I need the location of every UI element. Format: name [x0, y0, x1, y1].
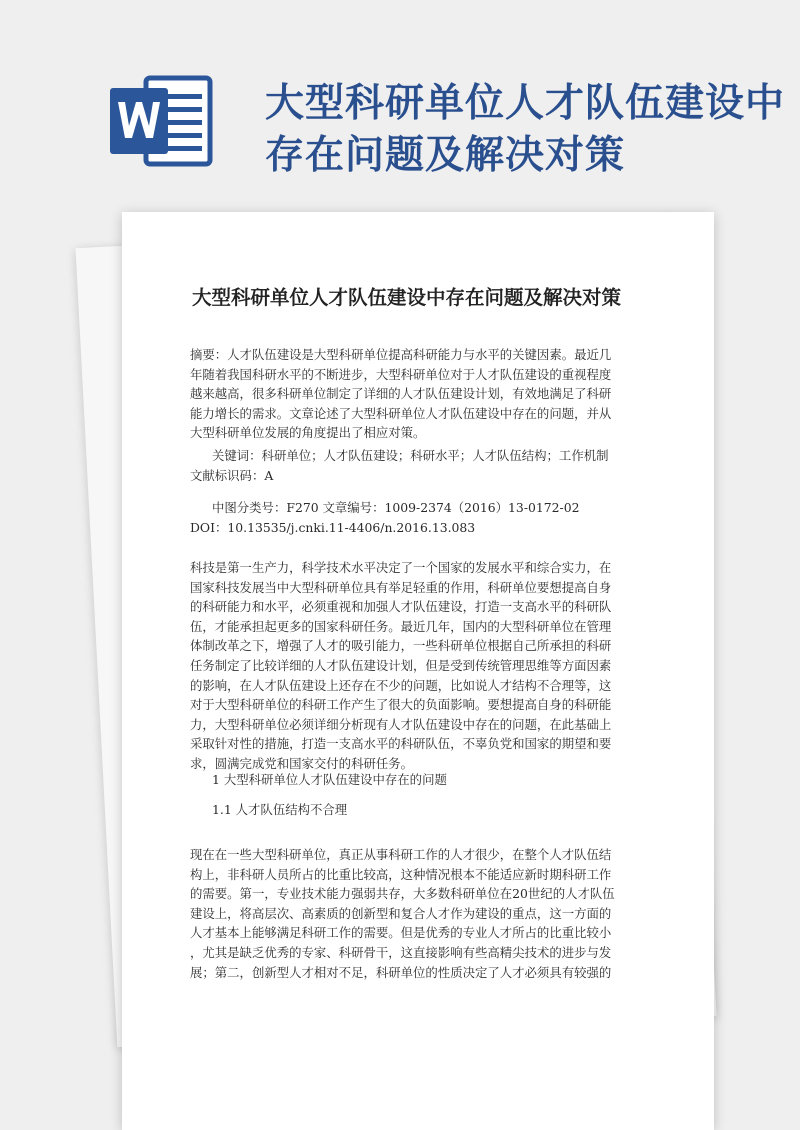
paragraph-line: 求，圆满完成党和国家交付的科研任务。	[190, 755, 414, 771]
paragraph-line: 伍，才能承担起更多的国家科研任务。最近几年，国内的大型科研单位在管理	[190, 618, 612, 634]
heading-text: 1 大型科研单位人才队伍建设中存在的问题	[212, 772, 447, 787]
paragraph-line: 的需要。第一，专业技术能力强弱共存，大多数科研单位在20世纪的人才队伍	[190, 886, 615, 902]
page-title-line-1: 大型科研单位人才队伍建设中	[265, 81, 786, 126]
document-id-code: 文献标识码：A	[190, 467, 274, 483]
header-banner	[0, 0, 800, 210]
introduction-paragraph	[190, 558, 630, 774]
paragraph-line: 采取针对性的措施，打造一支高水平的科研队伍，不辜负党和国家的期望和要	[190, 736, 612, 752]
heading-text: 1.1 人才队伍结构不合理	[212, 802, 348, 817]
paragraph-line: 建设上，将高层次、高素质的创新型和复合人才作为建设的重点，这一方面的	[190, 905, 612, 921]
document-page	[122, 212, 714, 1130]
paragraph-line: 构上，非科研人员所占的比重比较高，这种情况根本不能适应新时期科研工作	[190, 866, 612, 882]
body-paragraph	[190, 845, 630, 982]
abstract-line: 能力增长的需求。文章论述了大型科研单位人才队伍建设中存在的问题，并从	[190, 405, 612, 421]
paragraph-line: 的影响，在人才队伍建设上还存在不少的问题，比如说人才结构不合理等，这	[190, 677, 612, 693]
classification-block	[190, 498, 630, 537]
doi: DOI：10.13535/j.cnki.11-4406/n.2016.13.083	[190, 519, 476, 535]
document-title: 大型科研单位人才队伍建设中存在问题及解决对策	[192, 286, 622, 309]
paragraph-line: 的科研能力和水平，必须重视和加强人才队伍建设，打造一支高水平的科研队	[190, 599, 612, 615]
paragraph-line: 科技是第一生产力，科学技术水平决定了一个国家的发展水平和综合实力，在	[190, 560, 612, 575]
page-title-line-2: 存在问题及解决对策	[265, 133, 626, 178]
paragraph-line: 展；第二，创新型人才相对不足，科研单位的性质决定了人才必须具有较强的	[190, 964, 612, 980]
paragraph-line: 人才基本上能够满足科研工作的需要。但是优秀的专业人才所占的比重比较小	[190, 925, 612, 941]
paragraph-line: 任务制定了比较详细的人才队伍建设计划，但是受到传统管理思维等方面因素	[190, 657, 612, 673]
paragraph-line: 对于大型科研单位的科研工作产生了很大的负面影响。要想提高自身的科研能	[190, 697, 612, 713]
paragraph-line: 现在在一些大型科研单位，真正从事科研工作的人才很少，在整个人才队伍结	[190, 847, 612, 862]
abstract-line: 摘要：人才队伍建设是大型科研单位提高科研能力与水平的关键因素。最近几	[190, 347, 612, 362]
abstract-line: 越来越高，很多科研单位制定了详细的人才队伍建设计划，有效地满足了科研	[190, 386, 612, 402]
paragraph-line: ，尤其是缺乏优秀的专家、科研骨干，这直接影响有些高精尖技术的进步与发	[190, 944, 612, 960]
keywords: 关键词：科研单位；人才队伍建设；科研水平；人才队伍结构；工作机制	[212, 448, 609, 463]
section-heading-1-1	[190, 800, 630, 820]
paragraph-line: 国家科技发展当中大型科研单位具有举足轻重的作用，科研单位要想提高自身	[190, 579, 612, 595]
paragraph-line: 力，大型科研单位必须详细分析现有人才队伍建设中存在的问题，在此基础上	[190, 716, 612, 732]
keywords-block	[190, 446, 630, 485]
paragraph-line: 体制改革之下，增强了人才的吸引能力，一些科研单位根据自己所承担的科研	[190, 638, 612, 654]
section-heading-1	[190, 770, 630, 790]
abstract-line: 大型科研单位发展的角度提出了相应对策。	[190, 425, 426, 441]
abstract	[190, 345, 630, 443]
word-document-icon	[108, 74, 214, 168]
abstract-line: 年随着我国科研水平的不断进步，大型科研单位对于人才队伍建设的重视程度	[190, 366, 612, 382]
classification-number: 中图分类号：F270 文章编号：1009-2374（2016）13-0172-02	[212, 500, 580, 515]
